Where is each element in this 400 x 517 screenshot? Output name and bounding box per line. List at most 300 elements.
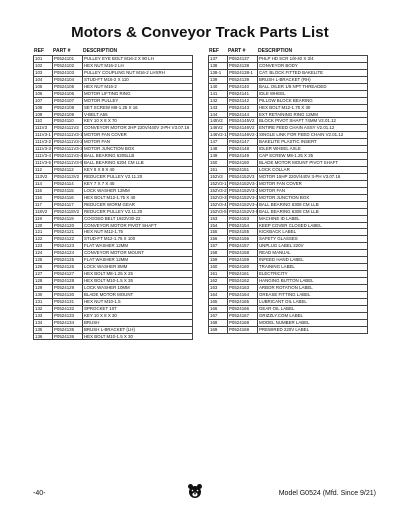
row-part: P0524142 (228, 98, 258, 104)
row-ref: 155 (209, 229, 228, 235)
row-part: P0524101 (53, 56, 83, 62)
page-number: -40- (33, 490, 46, 497)
row-desc: ARBOR ROTATION LABEL (259, 284, 313, 290)
table-body (208, 55, 368, 334)
row-ref: 129 (34, 285, 53, 291)
row-ref: 157 (209, 243, 228, 249)
row-desc: REDUCER WORM GEAR (84, 201, 135, 207)
row-desc: UNPLUG LABEL 220V (259, 243, 304, 249)
row-part: P0524118V2 (53, 209, 83, 215)
row-desc: BALL BEARING 6204 CM LLB (84, 160, 144, 166)
table-row (34, 284, 192, 291)
row-ref: 150 (209, 160, 228, 166)
table-row (209, 215, 367, 222)
table-row (209, 124, 367, 131)
row-ref: 120 (34, 223, 53, 229)
row-ref: 135 (34, 327, 53, 333)
row-part: P0524162 (228, 278, 258, 284)
row-desc: LOCK WASHER 8MM (84, 264, 128, 270)
row-ref: 142 (209, 98, 228, 104)
row-desc: KEY 10 X 8 X 30 (84, 312, 117, 318)
table-row (34, 131, 192, 138)
table-row (34, 104, 192, 111)
row-desc: GREASE FITTING LABEL (259, 291, 311, 297)
table-row (209, 222, 367, 229)
row-ref: 125 (34, 257, 53, 263)
table-body (33, 55, 193, 340)
row-desc: INFEED HAND LABEL (259, 257, 304, 263)
row-desc: MOTOR PULLEY (84, 97, 119, 103)
row-desc: ELECTRICITY (259, 271, 288, 277)
row-ref: 146V2 (209, 125, 228, 131)
table-row (209, 159, 367, 166)
table-row (34, 256, 192, 263)
row-ref: 166 (209, 306, 228, 312)
row-ref: 168 (209, 320, 228, 326)
row-ref: 127 (34, 271, 53, 277)
row-ref: 117 (34, 202, 53, 208)
row-desc: HANGING BUTTON LABEL (259, 278, 314, 283)
row-ref: 154 (209, 223, 228, 229)
row-ref: 104 (34, 77, 53, 83)
row-desc: HEX BOLT M12-1.75 X 40 (84, 194, 136, 200)
row-ref: 106 (34, 91, 53, 97)
row-ref: 164 (209, 292, 228, 298)
row-ref: 152V3-1 (210, 180, 227, 186)
table-row (209, 208, 367, 215)
row-ref: 163 (209, 285, 228, 291)
row-desc: IDLE WHEEL (259, 90, 286, 96)
table-row (34, 62, 192, 69)
table-row (34, 76, 192, 83)
row-desc: LOCK COLLAR (259, 167, 290, 172)
row-ref: 169 (209, 327, 228, 333)
row-ref: 119 (34, 216, 53, 222)
table-row (34, 277, 192, 284)
table-row (34, 166, 192, 173)
row-part: P0524130 (53, 292, 83, 298)
row-desc: MOTOR FAN (84, 139, 111, 145)
row-ref: 152V3-5 (210, 208, 227, 214)
row-ref: 151 (209, 167, 228, 173)
row-part: P0524146V2-1 (229, 132, 259, 138)
row-ref: 115 (34, 188, 53, 194)
row-desc: CONVEYOR MOTOR MOUNT (84, 250, 144, 256)
row-desc: SPROCKET 10T (84, 305, 117, 311)
row-desc: ENTIRE FEED CHAIN ASSY V2.01.12 (259, 125, 335, 131)
row-desc: LUBRICANT OIL LABEL (259, 298, 307, 304)
table-header (33, 47, 193, 55)
row-part: P0524168 (228, 320, 258, 326)
table-row (34, 312, 192, 319)
row-part: P0524129 (53, 285, 83, 291)
row-part: P0524145V2 (228, 118, 258, 124)
table-row (209, 104, 367, 111)
row-ref: 105 (34, 84, 53, 90)
row-ref: 152V3-4 (210, 201, 227, 207)
row-desc: HEX BOLT M10-1.5 X 35 (84, 278, 133, 283)
table-row (209, 277, 367, 284)
row-part: P0524124 (53, 250, 83, 256)
table-row (209, 298, 367, 305)
row-ref: 146V2-1 (210, 132, 227, 138)
row-part: P0524159 (228, 257, 258, 263)
row-ref: 162 (209, 278, 228, 284)
row-desc: CONVEYOR MOTOR 2HP 220V/440V 3-PH V3.07.16 (84, 125, 190, 131)
row-ref: 167 (209, 313, 228, 319)
row-desc: MACHINE ID LABEL (259, 215, 300, 221)
table-row (209, 319, 367, 326)
row-desc: BALL BEARING 6308 CM LLB (259, 201, 319, 207)
table-row (34, 138, 192, 145)
row-part: P0524105 (53, 84, 83, 90)
header-desc: DESCRIPTION (83, 48, 118, 54)
row-part: P0524146V2 (228, 125, 258, 131)
table-row (209, 76, 367, 83)
row-desc: READ MANUAL (259, 250, 291, 256)
row-desc: LOCK WASHER 10MM (84, 284, 130, 290)
row-desc: FLAT WASHER 12MM (84, 243, 129, 249)
header-part: PART # (53, 48, 71, 54)
row-ref: 139 (209, 77, 228, 83)
row-part: P0524111V3-2 (54, 139, 83, 145)
table-row (34, 152, 192, 159)
row-desc: EXT RETAINING RING 12MM (259, 111, 318, 117)
row-desc: HEX BOLT M8-1.25 X 25 (84, 271, 133, 277)
row-part: P0524152V3-3 (229, 194, 259, 200)
row-ref: 114 (34, 181, 53, 187)
row-part: P0524152V3-5 (229, 208, 259, 214)
table-row (209, 180, 367, 187)
row-part: P0524152V3-2 (229, 187, 259, 193)
row-desc: HEX BOLT M12-1.75 X 30 (259, 104, 311, 110)
table-row (34, 242, 192, 249)
row-ref: 111V3-1 (34, 132, 53, 138)
row-desc: LOCK WASHER 12MM (84, 187, 130, 193)
row-desc: BRUSH (84, 319, 100, 325)
row-desc: PILLOW BLOCK BEARING (259, 97, 313, 103)
row-ref: 126 (34, 264, 53, 270)
header-part: PART # (228, 48, 246, 54)
row-desc: MOTOR FAN COVER (259, 180, 302, 186)
row-ref: 149 (209, 153, 228, 159)
row-desc: BLADE MOTOR MOUNT PIVOT SHAFT (259, 160, 339, 166)
row-part: P0524106 (53, 91, 83, 97)
row-part: P0524111V3 (53, 125, 83, 131)
row-part: P0524112 (53, 167, 83, 173)
table-row (209, 117, 367, 124)
row-part: P0524119 (53, 216, 83, 222)
row-part: P0524161 (228, 271, 258, 277)
row-part: P0524164 (228, 292, 258, 298)
row-part: P0524136 (53, 334, 83, 340)
row-desc: BLOCK PIVOT SHAFT 74MM V2.01.12 (259, 118, 336, 124)
table-row (34, 145, 192, 152)
row-part: P0524109 (53, 112, 83, 118)
row-ref: 159 (209, 257, 228, 263)
table-row (209, 305, 367, 312)
table-row (34, 159, 192, 166)
table-row (209, 201, 367, 208)
row-ref: 133 (34, 313, 53, 319)
row-desc: KICKBACK LABEL (259, 229, 297, 235)
row-part: P0524144 (228, 112, 258, 118)
row-desc: KEEP COVER CLOSED LABEL (259, 222, 322, 228)
table-row (34, 305, 192, 312)
row-part: P0524165 (228, 299, 258, 305)
row-desc: MOTOR FAN COVER (84, 132, 127, 138)
row-ref: 116 (34, 195, 53, 201)
row-part: P0524138 (228, 63, 258, 69)
table-row (34, 124, 192, 131)
row-desc: PHLP HD SCR 1/8-40 X 3/4 (259, 56, 314, 61)
row-part: P0524132 (53, 306, 83, 312)
row-ref: 123 (34, 243, 53, 249)
table-row (209, 194, 367, 201)
table-row (34, 333, 192, 340)
bear-head-icon (187, 483, 203, 499)
row-ref: 158 (209, 250, 228, 256)
row-desc: BALL BEARING 6205LLB (84, 153, 135, 159)
row-part: P0524167 (228, 313, 258, 319)
row-desc: BALL OILER 1/8 NPT THREADED (259, 83, 327, 89)
row-desc: KEY 8 X 8 X 40 (84, 167, 115, 172)
row-desc: MOTOR 15HP 220V/440V 3-PH V3.07.16 (259, 173, 341, 179)
table-row (209, 131, 367, 138)
row-part: P0524153 (228, 216, 258, 222)
row-ref: 109 (34, 112, 53, 118)
table-row (34, 173, 192, 180)
row-part: P0524120 (53, 223, 83, 229)
row-ref: 101 (34, 56, 53, 62)
table-row (209, 249, 367, 256)
table-row (34, 83, 192, 90)
row-desc: REDUCER PULLEY V2.11.20 (84, 173, 143, 179)
table-row (209, 138, 367, 145)
row-ref: 144 (209, 112, 228, 118)
row-part: P0524151 (228, 167, 258, 173)
table-row (209, 284, 367, 291)
table-row (34, 291, 192, 298)
row-part: P0524141 (228, 91, 258, 97)
parts-table-right (208, 47, 368, 334)
row-ref: 145V2 (209, 118, 228, 124)
table-row (34, 215, 192, 222)
row-ref: 102 (34, 63, 53, 69)
table-row (34, 180, 192, 187)
row-desc: MODEL NUMBER LABEL (259, 319, 310, 325)
table-row (34, 97, 192, 104)
row-desc: MOTOR FAN (259, 187, 286, 193)
row-desc: HEX BOLT M10-1.5 X 30 (84, 333, 133, 339)
table-row (34, 270, 192, 277)
row-part: P0524123 (53, 243, 83, 249)
row-part: P0524111V3-3 (54, 146, 83, 152)
table-row (34, 249, 192, 256)
table-row (34, 90, 192, 97)
row-part: P0524157 (228, 243, 258, 249)
row-desc: MOTOR LIFTING RING (84, 90, 131, 96)
table-row (209, 256, 367, 263)
row-ref: 112 (34, 167, 53, 173)
header-ref: REF (209, 48, 219, 54)
row-ref: 103 (34, 70, 53, 76)
row-ref: 118V2 (34, 209, 53, 215)
row-part: P0524133 (53, 313, 83, 319)
row-part: P0524135 (53, 327, 83, 333)
row-part: P0524115 (53, 188, 83, 194)
row-part: P0524114 (53, 181, 83, 187)
row-desc: HEX NUT M12-1.75 (84, 229, 123, 235)
row-ref: 156 (209, 236, 228, 242)
row-desc: MOTOR JUNCTION BOX (259, 194, 310, 200)
row-part: P0524125 (53, 257, 83, 263)
row-ref: 134 (34, 320, 53, 326)
row-desc: KEY 10 X 8 X 70 (84, 118, 117, 124)
row-ref: 140 (209, 84, 228, 90)
row-desc: CONVEYOR MOTOR PIVOT SHAFT (84, 222, 157, 228)
table-row (34, 117, 192, 124)
row-ref: 138-1 (209, 70, 228, 76)
row-part: P0524111V3-4 (54, 153, 83, 159)
row-part: P0524113V2 (53, 174, 83, 180)
row-desc: BLADE MOTOR MOUNT (84, 291, 134, 297)
row-ref: 111V3-4 (34, 153, 53, 159)
row-desc: BRUSH L-BRACKET (RH) (259, 76, 311, 82)
row-desc: CAT. BLOCK FITTED BAKELITE (259, 69, 324, 75)
table-row (209, 312, 367, 319)
row-part: P0524104 (53, 77, 83, 83)
row-part: P0524148 (228, 146, 258, 152)
row-desc: V-BELT A55 (84, 111, 108, 117)
row-ref: 111V3 (34, 125, 53, 131)
page-title: Motors & Conveyor Track Parts List (71, 24, 329, 41)
row-ref: 128 (34, 278, 53, 284)
row-ref: 122 (34, 236, 53, 242)
row-desc: REDUCER PULLEY V2.11.20 (84, 208, 143, 214)
row-ref: 113V2 (34, 174, 53, 180)
row-desc: IDLER WHEEL AXLE (259, 146, 301, 152)
table-row (34, 201, 192, 208)
table-row (209, 166, 367, 173)
header-ref: REF (34, 48, 44, 54)
row-part: P0524117 (53, 202, 83, 208)
row-ref: 148 (209, 146, 228, 152)
row-part: P0524111V3-1 (54, 132, 83, 138)
row-desc: STUD-FT M12-1.75 X 100 (84, 236, 136, 242)
model-number: Model G0524 (Mfd. Since 9/21) (278, 490, 376, 497)
row-ref: 152V3 (209, 174, 228, 180)
row-part: P0524139 (228, 77, 258, 83)
row-ref: 121 (34, 229, 53, 235)
row-ref: 153 (209, 216, 228, 222)
row-desc: CONVEYOR BODY (259, 62, 298, 68)
row-part: P0524126 (53, 264, 83, 270)
row-part: P0524127 (53, 271, 83, 277)
header-desc: DESCRIPTION (258, 48, 293, 54)
row-desc: GRIZZLY.COM LABEL (259, 312, 303, 318)
row-part: P0524108 (53, 105, 83, 111)
table-row (34, 187, 192, 194)
row-part: P0524158 (228, 250, 258, 256)
row-ref: 137 (209, 56, 228, 62)
table-row (209, 152, 367, 159)
table-row (209, 83, 367, 90)
table-row (209, 270, 367, 277)
table-row (34, 222, 192, 229)
row-part: P0524121 (53, 229, 83, 235)
table-row (209, 326, 367, 333)
table-row (34, 111, 192, 118)
table-row (34, 319, 192, 326)
row-part: P0524128 (53, 278, 83, 284)
table-row (209, 242, 367, 249)
row-ref: 161 (209, 271, 228, 277)
row-ref: 124 (34, 250, 53, 256)
table-row (209, 90, 367, 97)
table-row (209, 235, 367, 242)
row-ref: 111V3-5 (34, 160, 53, 166)
table-row (34, 208, 192, 215)
table-row (209, 62, 367, 69)
table-header (208, 47, 368, 55)
row-part: P0524137 (228, 56, 258, 62)
row-ref: 130 (34, 292, 53, 298)
table-row (209, 263, 367, 270)
row-desc: KEY 7 X 7 X 45 (84, 180, 115, 186)
row-part: P0524155 (228, 229, 258, 235)
row-part: P0524102 (53, 63, 83, 69)
parts-table-left (33, 47, 193, 340)
row-part: P0524147 (228, 139, 258, 145)
row-ref: 141 (209, 91, 228, 97)
row-desc: HEX NUT M16-2 (84, 83, 117, 89)
table-row (209, 173, 367, 180)
row-ref: 111V3-3 (34, 146, 53, 152)
table-row (209, 228, 367, 235)
row-desc: SET SCREW M8-1.25 X 16 (84, 104, 138, 110)
row-ref: 165 (209, 299, 228, 305)
row-desc: PULLEY EYE BOLT M16-2 X 90 LH (84, 56, 154, 61)
table-row (209, 145, 367, 152)
table-row (209, 291, 367, 298)
row-ref: 136 (34, 334, 53, 340)
table-row (34, 298, 192, 305)
row-part: P0524138-1 (228, 70, 258, 76)
row-part: P0524103 (53, 70, 83, 76)
row-part: P0524154 (228, 223, 258, 229)
table-row (209, 55, 367, 62)
row-ref: 110 (34, 118, 53, 124)
row-part: P0524122 (53, 236, 83, 242)
table-row (34, 228, 192, 235)
row-desc: BAKELITE PLASTIC INSERT (259, 139, 317, 145)
row-part: P0524140 (228, 84, 258, 90)
row-part: P0524152V3-4 (229, 201, 259, 207)
row-part: P0524143 (228, 105, 258, 111)
row-part: P0524160 (228, 264, 258, 270)
row-desc: HEX NUT M10-1.5 (84, 298, 121, 304)
row-desc: PULLEY COUPLING NUT M16-2 LHXRH (84, 69, 165, 75)
row-desc: SINGLE LINK FOR FEED CHAIN V2.01.12 (259, 132, 344, 138)
table-row (34, 263, 192, 270)
table-row (209, 187, 367, 194)
row-desc: PREWIRED 220V LABEL (259, 326, 310, 332)
row-part: P0524110 (53, 118, 83, 124)
row-desc: MOTOR JUNCTION BOX (84, 146, 135, 152)
table-row (209, 111, 367, 118)
row-ref: 111V3-2 (34, 139, 53, 145)
